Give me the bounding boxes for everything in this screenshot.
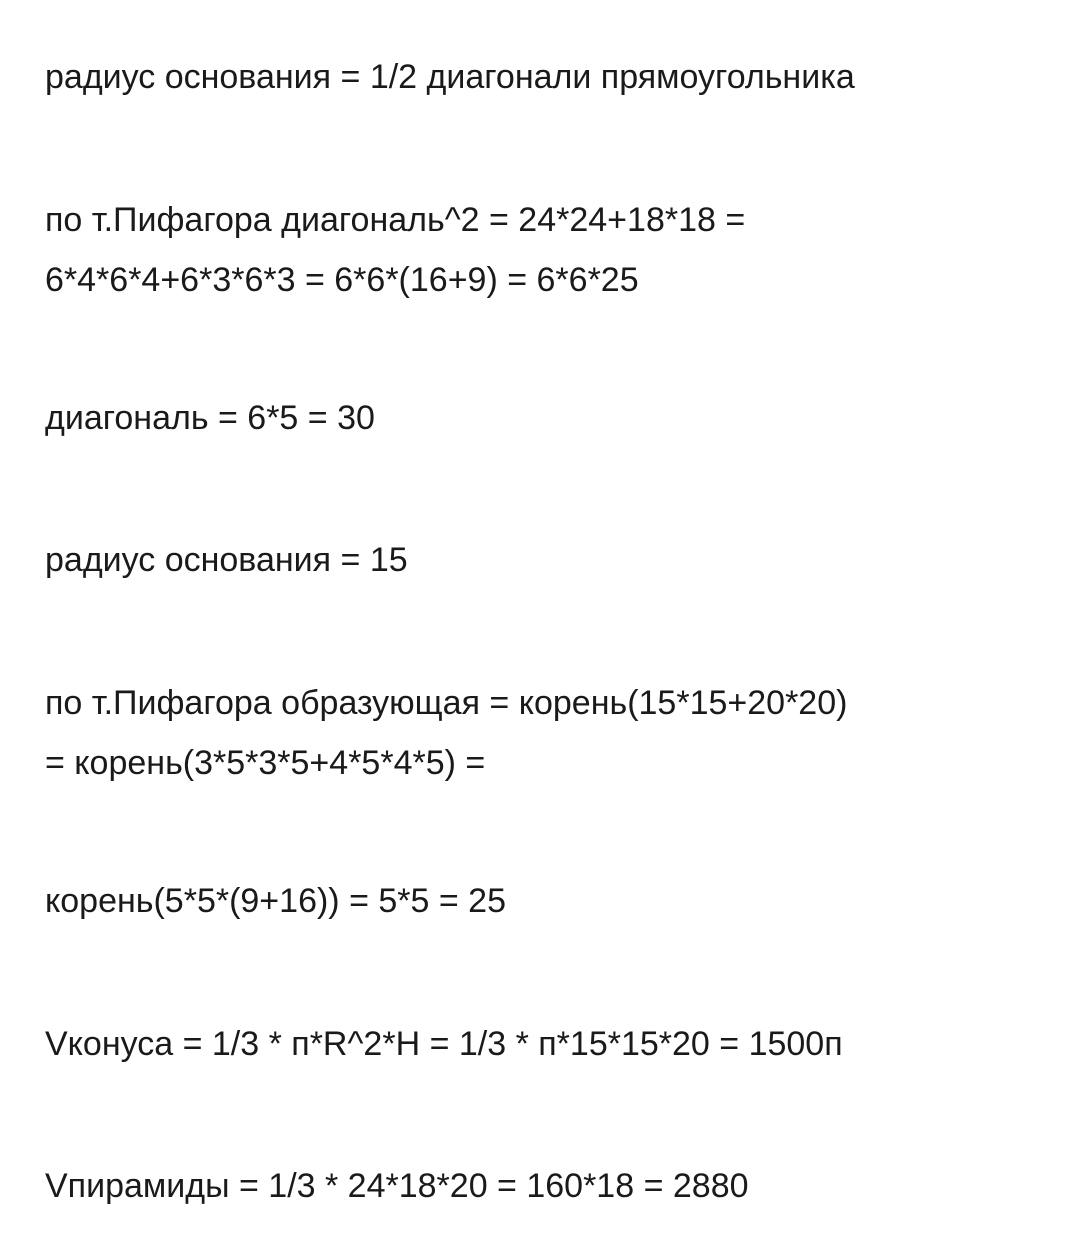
text-line-cone-volume: Vконуса = 1/3 * п*R^2*H = 1/3 * п*15*15*20 = 1500п bbox=[45, 1025, 843, 1063]
text-line-diagonal-expansion: 6*4*6*4+6*3*6*3 = 6*6*(16+9) = 6*6*25 bbox=[45, 261, 639, 299]
text-line-radius-result: радиус основания = 15 bbox=[45, 541, 408, 579]
text-line-radius-definition: радиус основания = 1/2 диагонали прямоугольника bbox=[45, 58, 855, 96]
text-line-pythagoras-generatrix: по т.Пифагора образующая = корень(15*15+20*20) bbox=[45, 684, 848, 722]
text-line-generatrix-result: корень(5*5*(9+16)) = 5*5 = 25 bbox=[45, 882, 506, 920]
text-line-pythagoras-diagonal: по т.Пифагора диагональ^2 = 24*24+18*18 = bbox=[45, 201, 746, 239]
text-line-pyramid-volume: Vпирамиды = 1/3 * 24*18*20 = 160*18 = 2880 bbox=[45, 1167, 749, 1205]
text-line-diagonal-result: диагональ = 6*5 = 30 bbox=[45, 399, 375, 437]
text-line-generatrix-expansion: = корень(3*5*3*5+4*5*4*5) = bbox=[45, 744, 486, 782]
